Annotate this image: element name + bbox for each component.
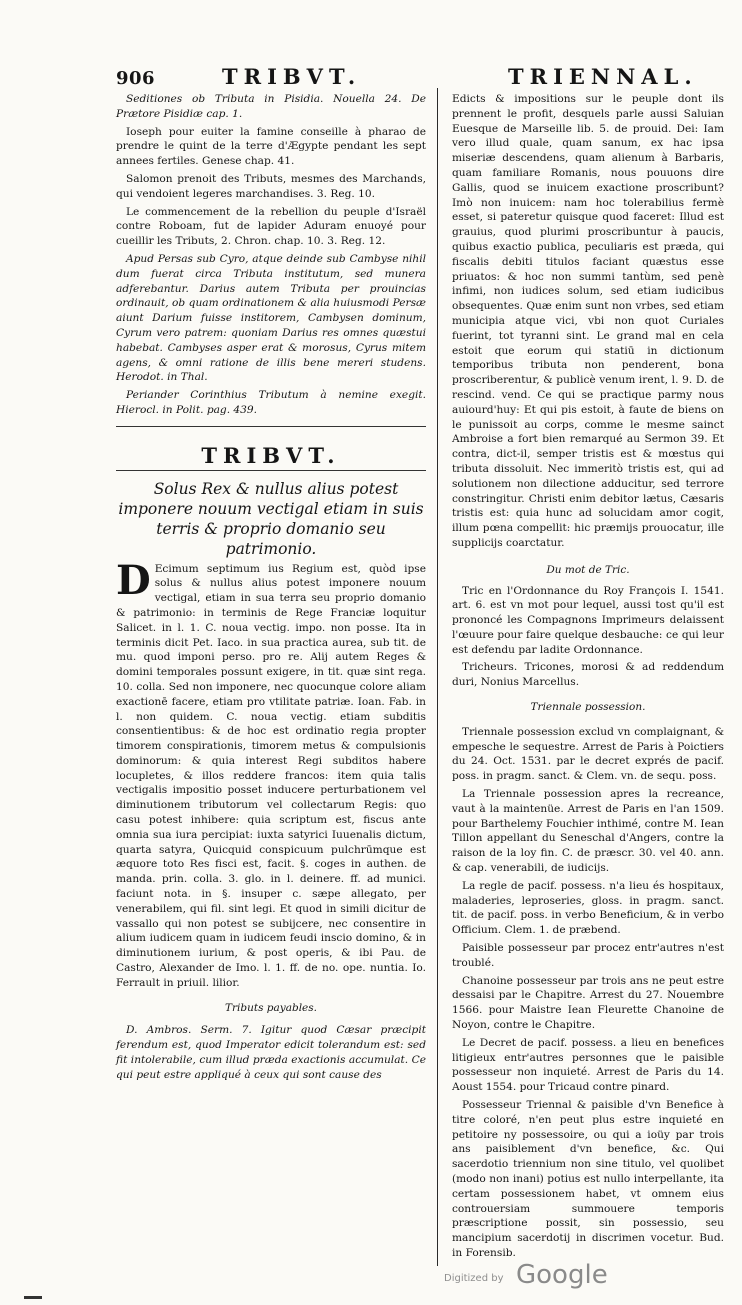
paragraph: D. Ambros. Serm. 7. Igitur quod Cæsar præcipit ferendum est, quod Imperator edicit tolerandum est: sed fit intolerabile, cum illud præda exactionis accumulat. Ce qui peut estre appliqué à ceux qui sont cause des [116, 1024, 426, 1081]
paragraph: Tricheurs. Tricones, morosi & ad reddendum duri, Nonius Marcellus. [452, 661, 724, 689]
main-paragraph-text: Ecimum septimum ius Regium est, quòd ipse solus & nullus alius potest imponere nouum vectigal, etiam in sua terra seu proprio domanio & patrimonio: in terminis de Rege Franciæ loquitur Salicet. in l. 1. C. noua vectig. impo. non posse. Ita in terminis dicit Pet. Iaco. in sua practica aurea, sub tit. de mu. quod imponi perso. pro re. Alij autem Reges & domini temporales possunt exigere, in tit. quæ sint rega. 10. colla. Sed non imponere, nec quocunque colore aliam exactionē facere, etiam pro vtilitate patriæ. Ioan. Fab. in l. non quidem. C. noua vectig. etiam subditis consentientibus: & de hoc est ordinatio regia propter timorem conspirationis, timorem metus & compulsionis dominorum: & quia interest Regi subditos habere locupletes, & illos reddere francos: item quia talis vectigalis impositio posset inducere perturbationem vel diminutionem tributorum vel collectarum Regis: quo casu potest inhibere: quia scriptum est, fiscus ante omnia sua iura percipiat: iuxta satyrici Iuuenalis dictum, quarta satyra, Quicquid conspicuum pulchrūmque est æquore toto Res fisci est, facit. §. coges in authen. de manda. prin. colla. 3. glo. in l. deinere. ff. ad munici. faciunt nota. in §. insuper c. sæpe allegato, per venerabilem, qui fil. sint legi. Et quod in simili dicitur de vassallo qui non potest se subijcere, nec consentire in alium iudicem quam in iudicem feudi inscio domino, & in diminutionem iurium, & post operis, & ibi Pau. de Castro, Alexander de Imo. l. 1. ff. de no. ope. nuntia. Io. Ferrault in priuil. lilior. [116, 562, 426, 989]
paragraph: Salomon prenoit des Tributs, mesmes des Marchands, qui vendoient legeres marchandises. 3. Reg. 10. [116, 172, 426, 200]
paragraph: La regle de pacif. possess. n'a lieu és hospitaux, maladeries, leproseries, gloss. in pragm. sanct. tit. de pacif. poss. in verbo Beneficium, & in verbo Officium. Clem. 1. de præbend. [452, 879, 724, 937]
right-column [452, 92, 724, 1264]
paragraph: La Triennale possession apres la recreance, vaut à la maintenüe. Arrest de Paris en l'an 1509. pour Barthelemy Fouchier inthimé, contre M. Iean Tillon appellant du Seneschal d'Angers, contre la raison de la loy fin. C. de præscr. 30. vel 40. ann. & cap. venerabili, de iudicijs. [452, 788, 724, 875]
page-number: 906 [116, 68, 156, 89]
left-column [116, 92, 426, 1086]
paragraph: Edicts & impositions sur le peuple dont ils prennent le profit, desquels parle aussi Saluian Euesque de Marseille lib. 5. de prouid. Dei: Iam vero illud quale, quam sanum, ex hac ipsa miseriæ descendens, quam alienum à Barbaris, quam familiare Romanis, nous pouuons dire Gallis, quod se inuicem exactione proscribunt? Imò non inuicem: nam hoc tolerabilius fermè esset, si pateretur quisque quod faceret: Illud est grauius, quod plurimi proscribuntur à paucis, quibus exactio publica, peculiaris est præda, qui fiscalis debiti titulos faciant quæstus esse priuatos: & hoc non summi tantùm, sed penè infimi, non iudices solum, sed etiam iudicibus obsequentes. Quæ enim sunt non vrbes, sed etiam municipia atque vici, vbi non quot Curiales fuerint, tot tyranni sint. Le grand mal en cela estoit que eorum qui statiū in dictionum temporibus tributa non penderent, bona proscriberentur, & publicè venum irent, l. 9. D. de rescind. vend. Ce qui se practique parmy nous auiourd'huy: Et qui pis estoit, à faute de biens on le punissoit au corps, comme le mesme sainct Ambroise a fort bien remarqué au Sermon 39. Et contra, dict-il, semper tristis est & mœstus qui tributa dissoluit. Nec immeritò tristis est, qui ad solutionem non dilectione adducitur, sed terrore constringitur. Christi enim debitor lætus, Cæsaris tristis est: quia hunc ad solucidam amor cogit, illum pœna compellit: hic præmijs prouocatur, ille supplicijs coarctatur. [452, 93, 724, 549]
paragraph: Apud Persas sub Cyro, atque deinde sub Cambyse nihil dum fuerat circa Tributa institutum, sed munera adferebantur. Darius autem Tributa per prouincias ordinauit, ob quam ordinationem & alia huiusmodi Persæ aiunt Darium fuisse institorem, Cambysen dominum, Cyrum vero patrem: quoniam Darius res omnes quæstui habebat. Cambyses asper erat & morosus, Cyrus mitem agens, & omni ratione de illis bene mereri studens. Herodot. in Thal. [116, 252, 426, 384]
paragraph: Le Decret de pacif. possess. a lieu en benefices litigieux entr'autres personnes que le paisible possesseur non inquieté. Arrest de Paris du 14. Aoust 1554. pour Tricaud contre pinard. [452, 1036, 724, 1094]
main-paragraph [116, 556, 426, 991]
paragraph: Chanoine possesseur par trois ans ne peut estre dessaisi par le Chapitre. Arrest du 27. Nouembre 1566. pour Maistre Iean Fleurette Chanoine de Noyon, contre le Chapitre. [452, 974, 724, 1032]
paragraph: Paisible possesseur par procez entr'autres n'est troublé. [452, 942, 724, 969]
running-head-left: TRIBVT. [222, 64, 362, 89]
paragraph: Ioseph pour euiter la famine conseille à pharao de prendre le quint de la terre d'Ægypte pendant les sept annees fertiles. Genese chap. 41. [116, 125, 426, 168]
digitized-by-text: Digitized by [444, 1273, 504, 1284]
subheading: Tributs payables. [224, 1001, 317, 1014]
paragraph: Tric en l'Ordonnance du Roy François I. 1541. art. 6. est vn mot pour lequel, aussi tost qu'il est prononcé les Compagnons Imprimeurs delaissent l'œuure pour faire quelque desbauche: ce qui leur est defendu par ladite Ordonnance. [452, 584, 724, 656]
google-logo: Google [516, 1260, 608, 1290]
paragraph: Possesseur Triennal & paisible d'vn Benefice à titre coloré, n'en peut plus estre inquieté en petitoire ny possessoire, ou qui a ioüy par trois ans paisiblement d'vn benefice, &c. Qui sacerdotio triennium non sine titulo, vel quolibet (modo non inani) potius est nullo interpellante, ita certam possessionem habet, vt omnem eius controuersiam summouere temporis præscriptione possit, sin possessio, seu mancipium sacerdotij in discrimen vocetur. Bud. in Forensib. [452, 1099, 724, 1259]
subheading: Triennale possession. [530, 701, 646, 714]
drop-cap: D [116, 556, 151, 604]
page-edge-mark [24, 1296, 42, 1299]
section-rule [116, 470, 426, 471]
section-rule [116, 426, 426, 427]
running-head-right: TRIENNAL. [508, 64, 698, 89]
paragraph: Seditiones ob Tributa in Pisidia. Nouella 24. De Prætore Pisidiæ cap. 1. [116, 93, 426, 120]
motto: Solus Rex & nullus alius potest imponere nouum vectigal etiam in suis terris & proprio domanio seu patrimonio. [118, 479, 424, 558]
paragraph: Triennale possession exclud vn complaignant, & empesche le sequestre. Arrest de Paris à Poictiers du 24. Oct. 1531. par le decret exprés de pacif. poss. in pragm. sanct. & Clem. vn. de sequ. poss. [452, 725, 724, 783]
column-divider [437, 88, 438, 1266]
paragraph: Le commencement de la rebellion du peuple d'Israël contre Roboam, fut de lapider Aduram enuoyé pour cueillir les Tributs, 2. Chron. chap. 10. 3. Reg. 12. [116, 205, 426, 248]
paragraph: Periander Corinthius Tributum à nemine exegit. Hierocl. in Polit. pag. 439. [116, 389, 426, 416]
digitized-watermark [444, 1260, 634, 1290]
section-title: TRIBVT. [201, 442, 341, 468]
subheading: Du mot de Tric. [546, 563, 630, 576]
